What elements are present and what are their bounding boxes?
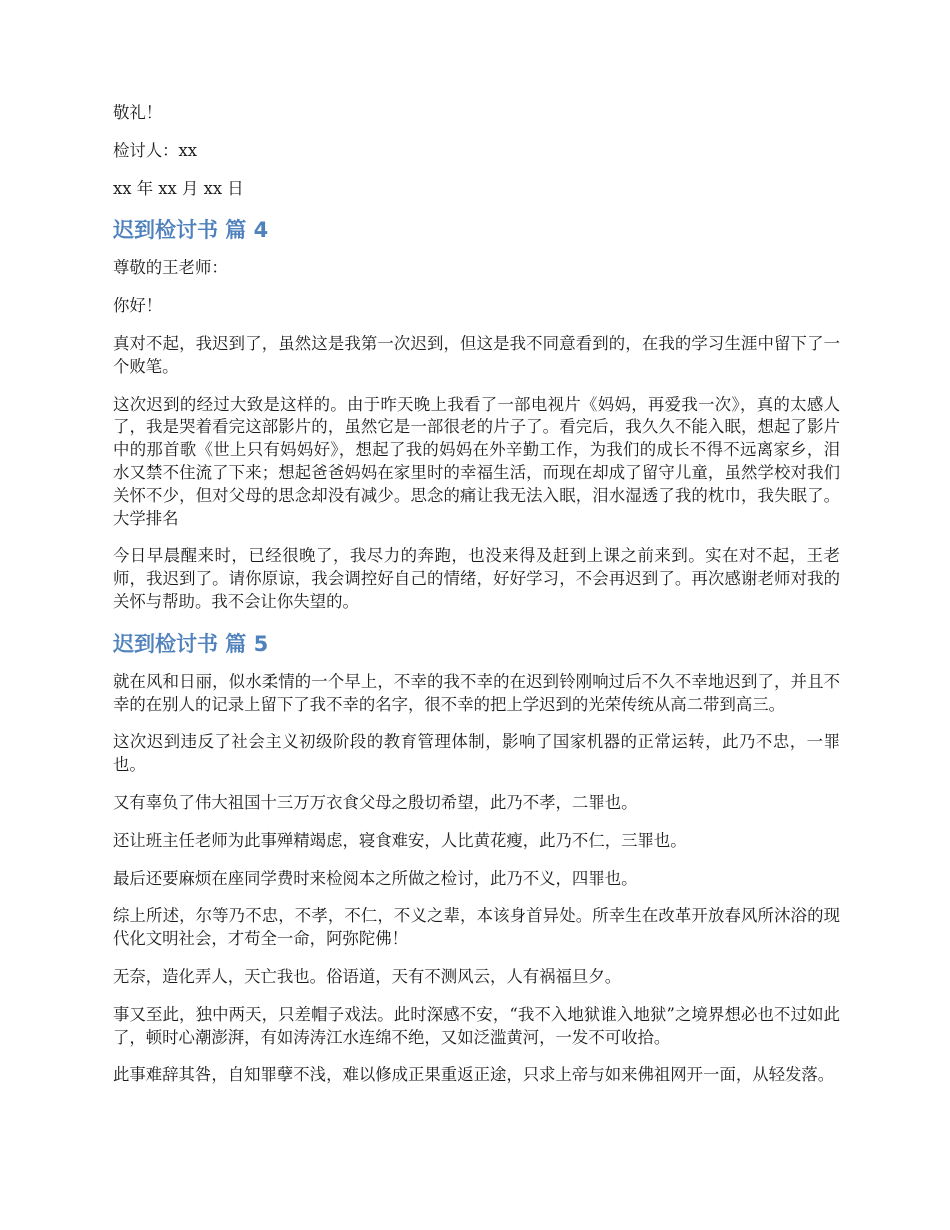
section-5-paragraph: 就在风和日丽，似水柔情的一个早上，不幸的我不幸的在迟到铃刚响过后不久不幸地迟到了，并且不幸的在别人的记录上留下了我不幸的名字，很不幸的把上学迟到的光荣传统从高二带到高三。 [113,671,840,714]
document-page [113,102,840,1102]
section-5-paragraph: 此事难辞其咎，自知罪孽不浅，难以修成正果重返正途，只求上帝与如来佛祖网开一面，从轻发落。 [113,1065,835,1085]
section-4-heading: 迟到检讨书 篇 4 [113,218,269,243]
section-4-paragraph: 真对不起，我迟到了，虽然这是我第一次迟到，但这是我不同意看到的，在我的学习生涯中留下了一个败笔。 [113,333,840,376]
section-4-greeting: 你好！ [113,296,163,316]
closing-signer: 检讨人：xx [113,140,198,160]
section-5-paragraph: 又有辜负了伟大祖国十三万万衣食父母之殷切希望，此乃不孝，二罪也。 [113,792,638,812]
section-4-paragraph: 这次迟到的经过大致是这样的。由于昨天晚上我看了一部电视片《妈妈，再爱我一次》，真的太感人了，我是哭着看完这部影片的，虽然它是一部很老的片子了。看完后，我久久不能入眠，想起了影片中的那首歌《世上只有妈妈好》，想起了我的妈妈在外辛勤工作，为我们的成长不得不远离家乡，泪水又禁不住流了下来；想起爸爸妈妈在家里时的幸福生活，而现在却成了留守儿童，虽然学校对我们关怀不少，但对父母的思念却没有减少。思念的痛让我无法入眠，泪水湿透了我的枕巾，我失眠了。 大学排名 [113,394,840,528]
section-4-paragraph: 今日早晨醒来时，已经很晚了，我尽力的奔跑，也没来得及赶到上课之前来到。实在对不起，王老师，我迟到了。请你原谅，我会调控好自己的情绪，好好学习，不会再迟到了。再次感谢老师对我的关怀与帮助。我不会让你失望的。 [113,546,840,611]
section-5-paragraph: 这次迟到违反了社会主义初级阶段的教育管理体制，影响了国家机器的正常运转，此乃不忠，一罪也。 [113,732,840,775]
closing-date: xx 年 xx 月 xx 日 [113,178,244,198]
section-4-salutation: 尊敬的王老师： [113,258,228,278]
section-5-paragraph: 无奈，造化弄人，天亡我也。俗语道，天有不测风云，人有祸福旦夕。 [113,966,622,986]
closing-salute: 敬礼！ [113,103,163,122]
section-5-paragraph: 综上所述，尔等乃不忠，不孝，不仁，不义之辈，本该身首异处。所幸生在改革开放春风所沐浴的现代化文明社会，才苟全一命，阿弥陀佛！ [113,906,840,949]
section-5-heading: 迟到检讨书 篇 5 [113,631,269,656]
section-5-paragraph: 还让班主任老师为此事殚精竭虑，寝食难安，人比黄花瘦，此乃不仁，三罪也。 [113,830,687,850]
section-5-paragraph: 事又至此，独中两天，只差帽子戏法。此时深感不安，“我不入地狱谁入地狱”之境界想必也不过如此了，顿时心潮澎湃，有如涛涛江水连绵不绝，又如泛滥黄河，一发不可收拾。 [113,1004,840,1047]
section-5-paragraph: 最后还要麻烦在座同学费时来检阅本之所做之检讨，此乃不义，四罪也。 [113,868,638,888]
